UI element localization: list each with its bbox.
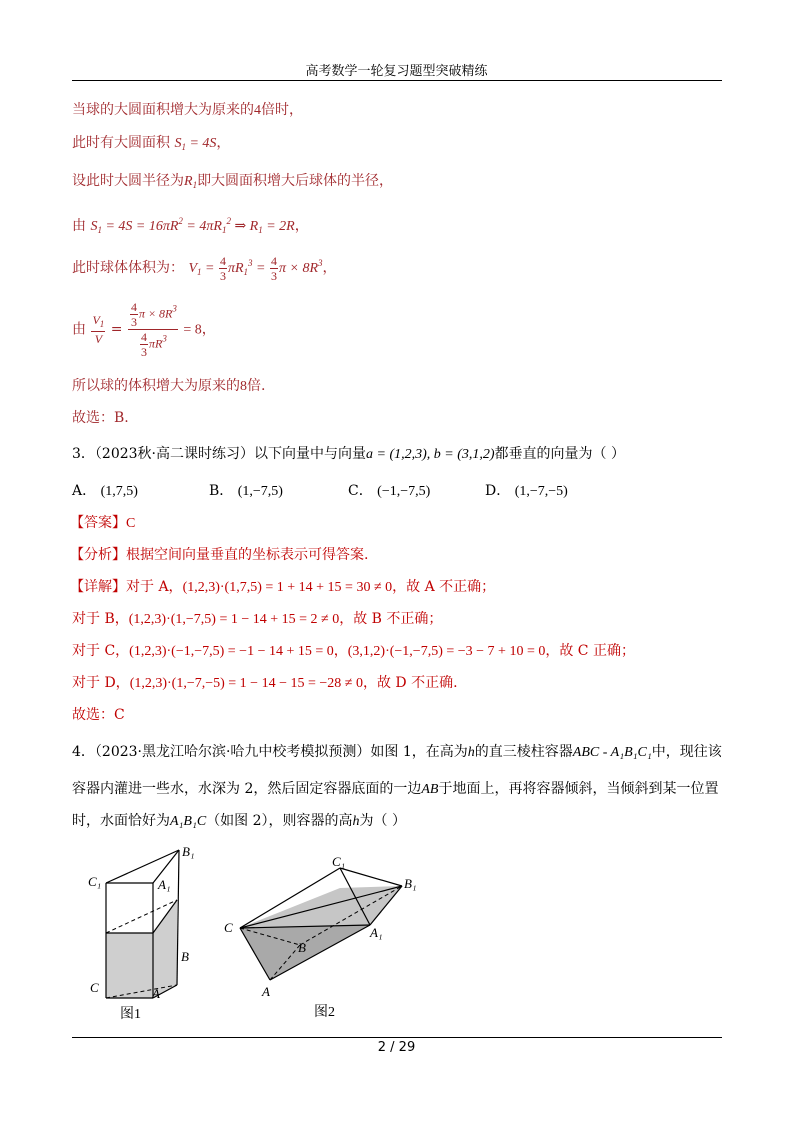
label-b1: B₁ [182, 844, 195, 859]
sol2-line2: 此时有大圆面积 $S_1 = 4S$， [72, 135, 231, 152]
option-value: (1,−7,−5) [514, 484, 568, 499]
text: 由 [72, 321, 86, 338]
sol2-choice: 故选：B. [72, 410, 129, 426]
text: 设此时大圆半径为 [72, 173, 184, 189]
option-a[interactable] [72, 481, 138, 502]
text: 对于 C， [72, 643, 130, 659]
formula: $S_1 = 4S$ [174, 136, 217, 152]
option-letter: A． [72, 483, 97, 499]
text: 都垂直的向量为（ ） [494, 446, 625, 462]
label-a: A [152, 986, 160, 1001]
number: 4 [254, 103, 261, 118]
var-plane: A₁B₁C [170, 814, 207, 829]
page-header: 高考数学一轮复习题型突破精练 [305, 64, 488, 79]
text: 对于 B， [72, 611, 129, 627]
page-number: 2 / 29 [377, 1040, 416, 1055]
formula-vectors: a = (1,2,3), b = (3,1,2) [366, 447, 495, 462]
q3-detail-d [72, 673, 458, 694]
text: 即大圆面积增大后球体的半径， [197, 173, 394, 189]
var-ab: AB [421, 782, 439, 797]
formula: (1,2,3)·(1,−7,5) = 1 − 14 + 15 = 2 ≠ 0 [128, 612, 340, 627]
analysis-tag: 【分析】 [70, 547, 126, 563]
q4-stem-line2 [72, 779, 718, 800]
label-b: B [181, 949, 189, 964]
var-h: h [467, 745, 475, 760]
formula: $S_1 = 4S = 16\pi R^2 = 4\pi R_1^2$ ⇒ $R_1 = 2R$ [90, 216, 295, 235]
label-c: C [224, 920, 233, 935]
text: 4．（2023·黑龙江哈尔滨·哈九中校考模拟预测）如图 1，在高为 [72, 744, 468, 760]
text: 倍时， [261, 102, 303, 118]
option-letter: B． [209, 483, 234, 499]
label-b: B [298, 940, 306, 955]
label-c1: C₁ [332, 854, 346, 869]
text: 为（ ） [359, 813, 406, 829]
text: （如图 2），则容器的高 [206, 813, 353, 829]
text: ，故 C 正确； [545, 643, 635, 659]
text: 时，水面恰好为 [72, 813, 170, 829]
q3-choice: 故选：C [72, 707, 125, 723]
formula-fraction: $\frac{4}{3}$ $\pi \times 8R^3$ $\frac{4}{3}$ $\pi R^3$ [128, 300, 178, 359]
sol2-line4: 由 $S_1 = 4S = 16\pi R^2 = 4\pi R_1^2$ ⇒ $R_1 = 2R$， [72, 216, 309, 235]
option-letter: D． [485, 483, 511, 499]
sol2-line6: 由 $\frac{V_1}{V}$ = $\frac{4}{3}$ $\pi \times 8R^3$ $\frac{4}{3}$ $\pi R^3$ = 8， [72, 300, 216, 359]
figure-1-caption: 图1 [120, 1007, 141, 1022]
formula: (1,2,3)·(−1,−7,5) = −1 − 14 + 15 = 0 [129, 644, 334, 659]
sol2-line1 [72, 100, 303, 121]
formula: $V_1$ = $\frac{4}{3}$ $\pi R_1^3$ = $\frac{4}{3}$ $\pi \times 8R^3$ [188, 254, 323, 284]
formula: (3,1,2)·(−1,−7,5) = −3 − 7 + 10 = 0 [347, 644, 546, 659]
answer-value: C [126, 516, 136, 531]
formula-prism: ABC - A₁B₁C₁ [572, 745, 652, 760]
text: ，故 A 不正确； [392, 579, 496, 595]
text: 由 [72, 218, 86, 234]
text: 倍. [247, 378, 266, 394]
text: 的直三棱柱容器 [474, 744, 573, 760]
text: 此时有大圆面积 [72, 135, 170, 151]
formula: (1,2,3)·(1,−7,−5) = 1 − 14 − 15 = −28 ≠ 0 [129, 676, 363, 691]
option-value: (1,−7,5) [237, 484, 283, 499]
option-b[interactable] [209, 481, 283, 502]
q3-analysis [70, 545, 368, 565]
edge [340, 868, 402, 886]
sol2-line5: 此时球体体积为： $V_1$ = $\frac{4}{3}$ $\pi R_1^3$ = $\frac{4}{3}$ $\pi \times 8R^3$， [72, 254, 337, 284]
option-value: (1,7,5) [100, 484, 138, 499]
figure-2-caption: 图2 [314, 1005, 335, 1020]
text: 当球的大圆面积增大为原来的 [72, 102, 254, 118]
option-d[interactable] [485, 481, 568, 502]
option-value: (−1,−7,5) [377, 484, 431, 499]
option-letter: C． [348, 483, 373, 499]
text: ，故 B 不正确； [339, 611, 443, 627]
label-a1: A₁ [158, 877, 171, 892]
sol2-line3 [72, 171, 393, 195]
text: ， [333, 643, 348, 659]
q3-answer [70, 513, 135, 534]
answer-tag: 【答案】 [70, 515, 126, 531]
label-c1: C₁ [88, 874, 102, 889]
label-b1: B₁ [404, 876, 417, 891]
q3-stem [72, 444, 625, 465]
option-c[interactable] [348, 481, 430, 502]
analysis-text: 根据空间向量垂直的坐标表示可得答案. [126, 547, 369, 563]
var-R1: $R_1$ [184, 174, 198, 190]
footer-rule [72, 1037, 722, 1038]
formula-ratio: $\frac{V_1}{V}$ [92, 313, 105, 346]
figure-1 [80, 840, 220, 1025]
q4-stem-line3 [72, 811, 406, 832]
q4-stem-line1 [72, 742, 722, 763]
text: 对于 A， [126, 579, 183, 595]
detail-tag: 【详解】 [70, 579, 126, 595]
q3-detail-c [72, 641, 635, 662]
text: 所以球的体积增大为原来的 [72, 378, 240, 394]
figure-2 [222, 840, 432, 1025]
edge [177, 850, 179, 985]
q3-detail-b [72, 609, 442, 630]
header-rule [72, 80, 722, 81]
formula: (1,2,3)·(1,7,5) = 1 + 14 + 15 = 30 ≠ 0 [182, 580, 393, 595]
text: 3．（2023秋·高二课时练习）以下向量中与向量 [72, 446, 366, 462]
var-h: h [352, 814, 360, 829]
text: 此时球体体积为： [72, 260, 184, 276]
text: 于地面上，再将容器倾斜，当倾斜到某一位置 [438, 781, 719, 797]
q3-detail-a [70, 577, 495, 598]
text: 对于 D， [72, 675, 130, 691]
number: 8 [240, 379, 247, 394]
text: 容器内灌进一些水，水深为 2，然后固定容器底面的一边 [72, 781, 422, 797]
label-a: A [262, 984, 270, 999]
label-a1: A₁ [370, 925, 383, 940]
text: ，故 D 不正确. [362, 675, 458, 691]
label-c: C [90, 980, 99, 995]
sol2-line7 [72, 376, 265, 397]
text: 中，现往该 [651, 744, 722, 760]
